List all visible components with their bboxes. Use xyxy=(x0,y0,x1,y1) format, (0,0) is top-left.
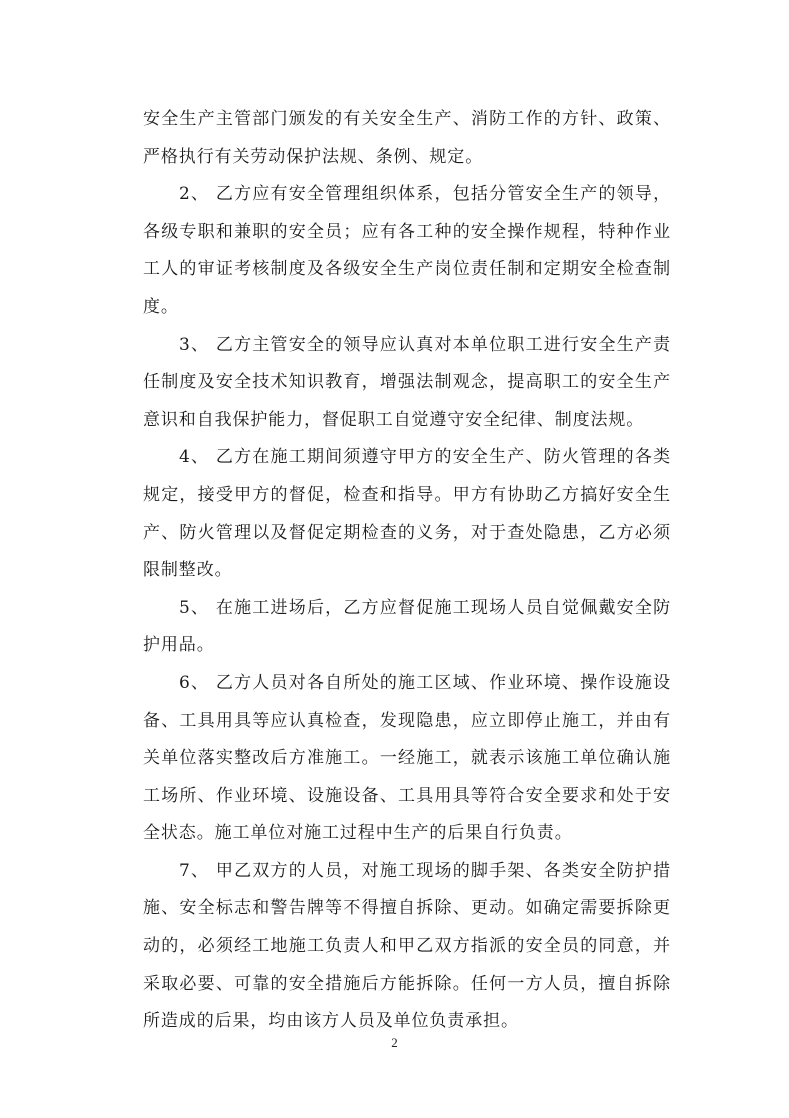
paragraph-item-2: 2、 乙方应有安全管理组织体系，包括分管安全生产的领导，各级专职和兼职的安全员；应有各工种的安全操作规程，特种作业工人的审证考核制度及各级安全生产岗位责任制和定期安全检查制度。 xyxy=(143,184,671,317)
paragraph-item-7: 7、 甲乙双方的人员，对施工现场的脚手架、各类安全防护措施、安全标志和警告牌等不得擅自拆除、更动。如确定需要拆除更动的，必须经工地施工负责人和甲乙双方指派的安全员的同意，并采取必要、可靠的安全措施后方能拆除。任何一方人员，擅自拆除所造成的后果，均由该方人员及单位负责承担。 xyxy=(143,860,671,1032)
paragraph-item-5: 5、 在施工进场后，乙方应督促施工现场人员自觉佩戴安全防护用品。 xyxy=(143,597,671,656)
paragraph-item-4: 4、 乙方在施工期间须遵守甲方的安全生产、防火管理的各类规定，接受甲方的督促，检查和指导。甲方有协助乙方搞好安全生产、防火管理以及督促定期检查的义务，对于查处隐患，乙方必须限制整改。 xyxy=(143,447,671,581)
document-page-body xyxy=(143,101,671,1041)
paragraph-item-6: 6、 乙方人员对各自所处的施工区域、作业环境、操作设施设备、工具用具等应认真检查，发现隐患，应立即停止施工，并由有关单位落实整改后方准施工。一经施工，就表示该施工单位确认施工场所、作业环境、设施设备、工具用具等符合安全要求和处于安全状态。施工单位对施工过程中生产的后果自行负责。 xyxy=(143,672,671,844)
page-number: 2 xyxy=(391,1035,398,1050)
paragraph-item-3: 3、 乙方主管安全的领导应认真对本单位职工进行安全生产责任制度及安全技术知识教育，增强法制观念，提高职工的安全生产意识和自我保护能力，督促职工自觉遵守安全纪律、制度法规。 xyxy=(143,334,671,430)
paragraph-continuation: 安全生产主管部门颁发的有关安全生产、消防工作的方针、政策、严格执行有关劳动保护法规、条例、规定。 xyxy=(143,109,671,167)
